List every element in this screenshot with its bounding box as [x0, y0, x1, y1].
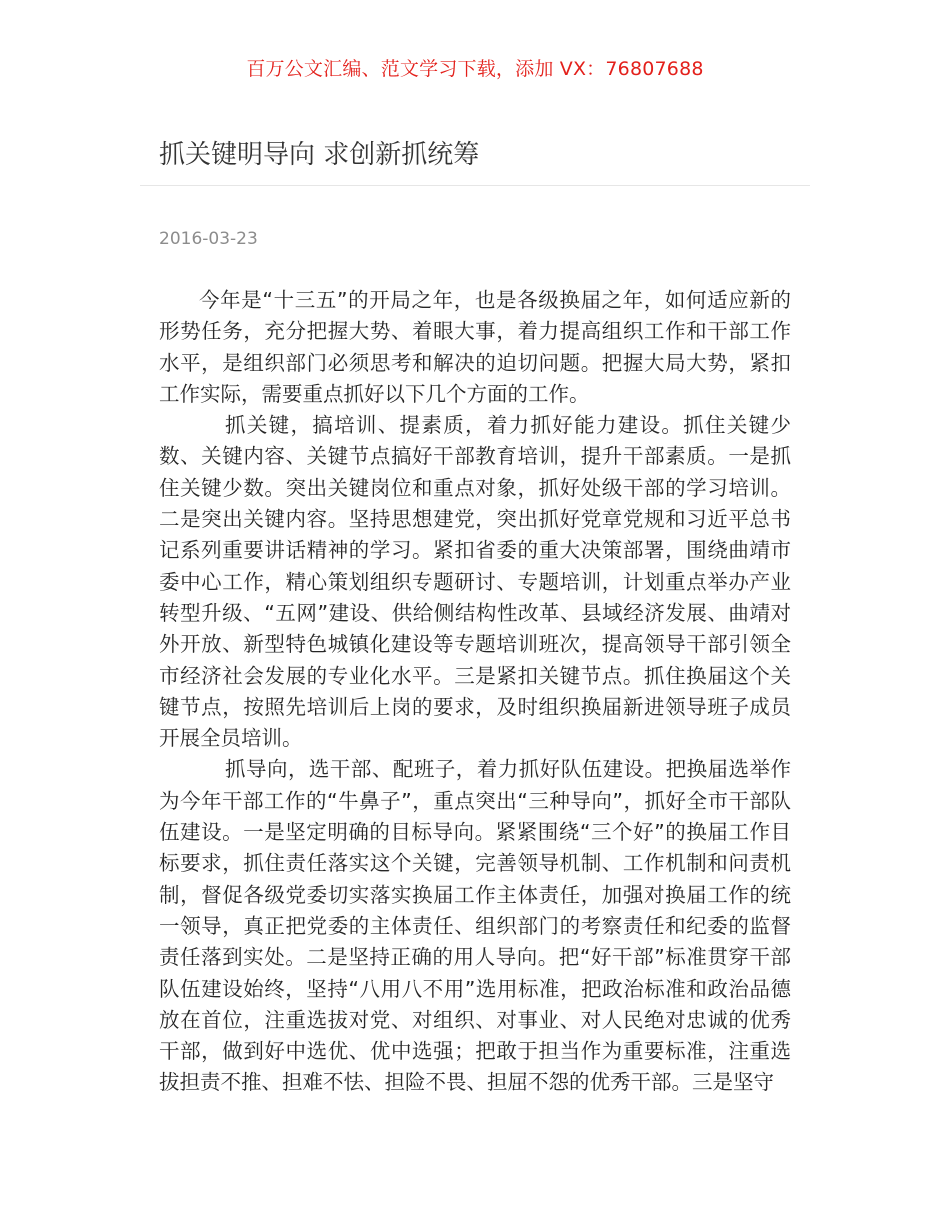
publish-date: 2016-03-23	[159, 229, 258, 249]
paragraph-intro: 今年是“十三五”的开局之年，也是各级换届之年，如何适应新的形势任务，充分把握大势、着眼大事，着力提高组织工作和干部工作水平，是组织部门必须思考和解决的迫切问题。把握大局大势，紧扣工作实际，需要重点抓好以下几个方面的工作。	[159, 288, 791, 406]
title-divider	[140, 185, 810, 186]
paragraph-team: 抓导向，选干部、配班子，着力抓好队伍建设。把换届选举作为今年干部工作的“牛鼻子”，重点突出“三种导向”，抓好全市干部队伍建设。一是坚定明确的目标导向。紧紧围绕“三个好”的换届工作目标要求，抓住责任落实这个关键，完善领导机制、工作机制和问责机制，督促各级党委切实落实换届工作主体责任，加强对换届工作的统一领导，真正把党委的主体责任、组织部门的考察责任和纪委的监督责任落到实处。二是坚持正确的用人导向。把“好干部”标准贯穿干部队伍建设始终，坚持“八用八不用”选用标准，把政治标准和政治品德放在首位，注重选拔对党、对组织、对事业、对人民绝对忠诚的优秀干部，做到好中选优、优中选强；把敢于担当作为重要标准，注重选拔担责不推、担难不怯、担险不畏、担屈不怨的优秀干部。三是坚守	[159, 757, 791, 1095]
promo-banner: 百万公文汇编、范文学习下载，添加 VX：76807688	[246, 58, 704, 80]
article-title: 抓关键明导向 求创新抓统筹	[159, 140, 480, 170]
paragraph-capability: 抓关键，搞培训、提素质，着力抓好能力建设。抓住关键少数、关键内容、关键节点搞好干部教育培训，提升干部素质。一是抓住关键少数。突出关键岗位和重点对象，抓好处级干部的学习培训。二是突出关键内容。坚持思想建党，突出抓好党章党规和习近平总书记系列重要讲话精神的学习。紧扣省委的重大决策部署，围绕曲靖市委中心工作，精心策划组织专题研讨、专题培训，计划重点举办产业转型升级、“五网”建设、供给侧结构性改革、县域经济发展、曲靖对外开放、新型特色城镇化建设等专题培训班次，提高领导干部引领全市经济社会发展的专业化水平。三是紧扣关键节点。抓住换届这个关键节点，按照先培训后上岗的要求，及时组织换届新进领导班子成员开展全员培训。	[159, 413, 791, 751]
article-body	[159, 285, 791, 1099]
